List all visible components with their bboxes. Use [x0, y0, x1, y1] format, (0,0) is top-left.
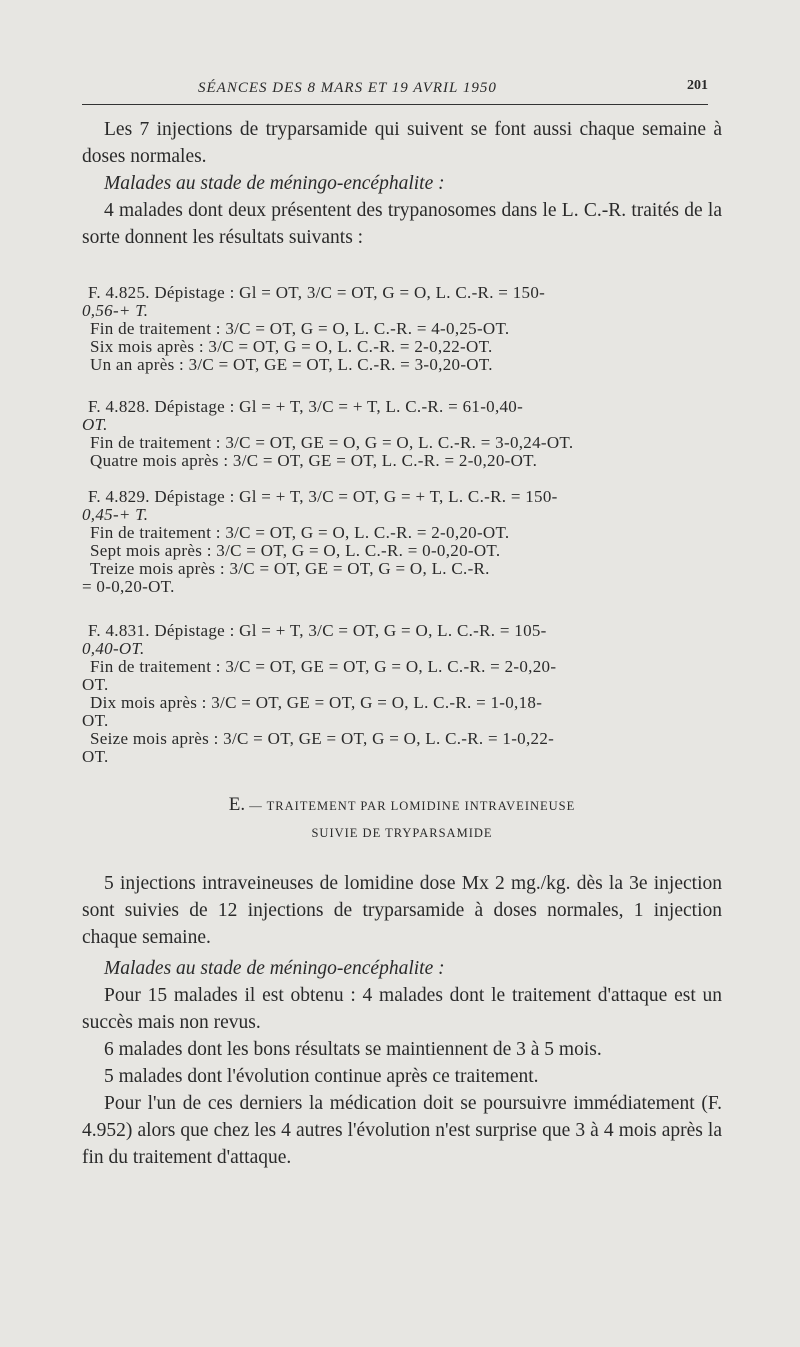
case-line: Quatre mois après : 3/C = OT, GE = OT, L. C.-R. = 2-0,20-OT.: [90, 451, 538, 470]
running-title: SÉANCES DES 8 MARS ET 19 AVRIL 1950: [198, 80, 497, 96]
case-line: Sept mois après : 3/C = OT, G = O, L. C.-R. = 0-0,20-OT.: [90, 541, 501, 560]
intro-paragraph-2: 4 malades dont deux présentent des trypanosomes dans le L. C.-R. traités de la sorte donnent les résultats suivants :: [82, 200, 722, 248]
outro-paragraph: Pour 15 malades il est obtenu : 4 malades dont le traitement d'attaque est un succès mais non revus.: [82, 985, 722, 1033]
case-line: OT.: [82, 747, 109, 766]
case-line: OT.: [82, 415, 108, 434]
case-line: F. 4.825. Dépistage : Gl = OT, 3/C = OT, G = O, L. C.-R. = 150-: [88, 283, 546, 302]
outro-paragraph: Pour l'un de ces derniers la médication doit se poursuivre immédiatement (F. 4.952) alors que chez les 4 autres l'évolution n'est surprise que 3 à 4 mois après la fin du traitement d'attaque.: [82, 1093, 722, 1168]
intro-block: [82, 116, 722, 251]
case-line: Fin de traitement : 3/C = OT, GE = OT, G = O, L. C.-R. = 2-0,20-: [90, 657, 557, 676]
page-number: 201: [687, 78, 708, 93]
case-line: F. 4.831. Dépistage : Gl = + T, 3/C = OT, G = O, L. C.-R. = 105-: [88, 621, 547, 640]
section-letter: E.: [228, 794, 246, 815]
outro-paragraph: 5 malades dont l'évolution continue après ce traitement.: [104, 1066, 539, 1087]
outro-paragraph: 6 malades dont les bons résultats se maintiennent de 3 à 5 mois.: [104, 1039, 602, 1060]
case-line: Fin de traitement : 3/C = OT, GE = O, G = O, L. C.-R. = 3-0,24-OT.: [90, 433, 574, 452]
case-line: OT.: [82, 675, 109, 694]
intro-paragraph: Les 7 injections de tryparsamide qui suivent se font aussi chaque semaine à doses normales.: [82, 119, 722, 167]
case-line: 0,40-OT.: [82, 639, 145, 658]
case-line: Seize mois après : 3/C = OT, GE = OT, G = O, L. C.-R. = 1-0,22-: [90, 729, 555, 748]
case-line: F. 4.828. Dépistage : Gl = + T, 3/C = + T, L. C.-R. = 61-0,40-: [88, 397, 524, 416]
case-line: Treize mois après : 3/C = OT, GE = OT, G = O, L. C.-R.: [90, 559, 490, 578]
subheading-meningo: Malades au stade de méningo-encéphalite :: [104, 173, 445, 194]
case-line: Un an après : 3/C = OT, GE = OT, L. C.-R. = 3-0,20-OT.: [90, 355, 493, 374]
case-line: 0,45-+ T.: [82, 505, 149, 524]
section-heading: [82, 790, 722, 821]
case-line: = 0-0,20-OT.: [82, 577, 175, 596]
outro-block: [82, 870, 722, 1171]
case-line: Dix mois après : 3/C = OT, GE = OT, G = O, L. C.-R. = 1-0,18-: [90, 693, 543, 712]
header-rule: [82, 104, 708, 105]
outro-paragraph: 5 injections intraveineuses de lomidine dose Mx 2 mg./kg. dès la 3e injection sont suivies de 12 injections de tryparsamide à doses normales, 1 injection chaque semaine.: [82, 873, 722, 948]
case-record: [82, 488, 722, 596]
case-line: OT.: [82, 711, 109, 730]
case-line: Fin de traitement : 3/C = OT, G = O, L. C.-R. = 2-0,20-OT.: [90, 523, 510, 542]
case-line: F. 4.829. Dépistage : Gl = + T, 3/C = OT, G = + T, L. C.-R. = 150-: [88, 487, 558, 506]
case-line: Fin de traitement : 3/C = OT, G = O, L. C.-R. = 4-0,25-OT.: [90, 319, 510, 338]
page-header: [78, 76, 708, 104]
case-line: 0,56-+ T.: [82, 301, 149, 320]
section-title-line: SUIVIE DE TRYPARSAMIDE: [311, 826, 493, 840]
case-record: [82, 622, 722, 766]
case-record: [82, 398, 722, 470]
subheading-meningo: Malades au stade de méningo-encéphalite :: [104, 958, 445, 979]
case-record: [82, 284, 722, 374]
section-subheading: [82, 818, 722, 848]
case-line: Six mois après : 3/C = OT, G = O, L. C.-R. = 2-0,22-OT.: [90, 337, 493, 356]
section-title-line: — TRAITEMENT PAR LOMIDINE INTRAVEINEUSE: [249, 799, 576, 813]
